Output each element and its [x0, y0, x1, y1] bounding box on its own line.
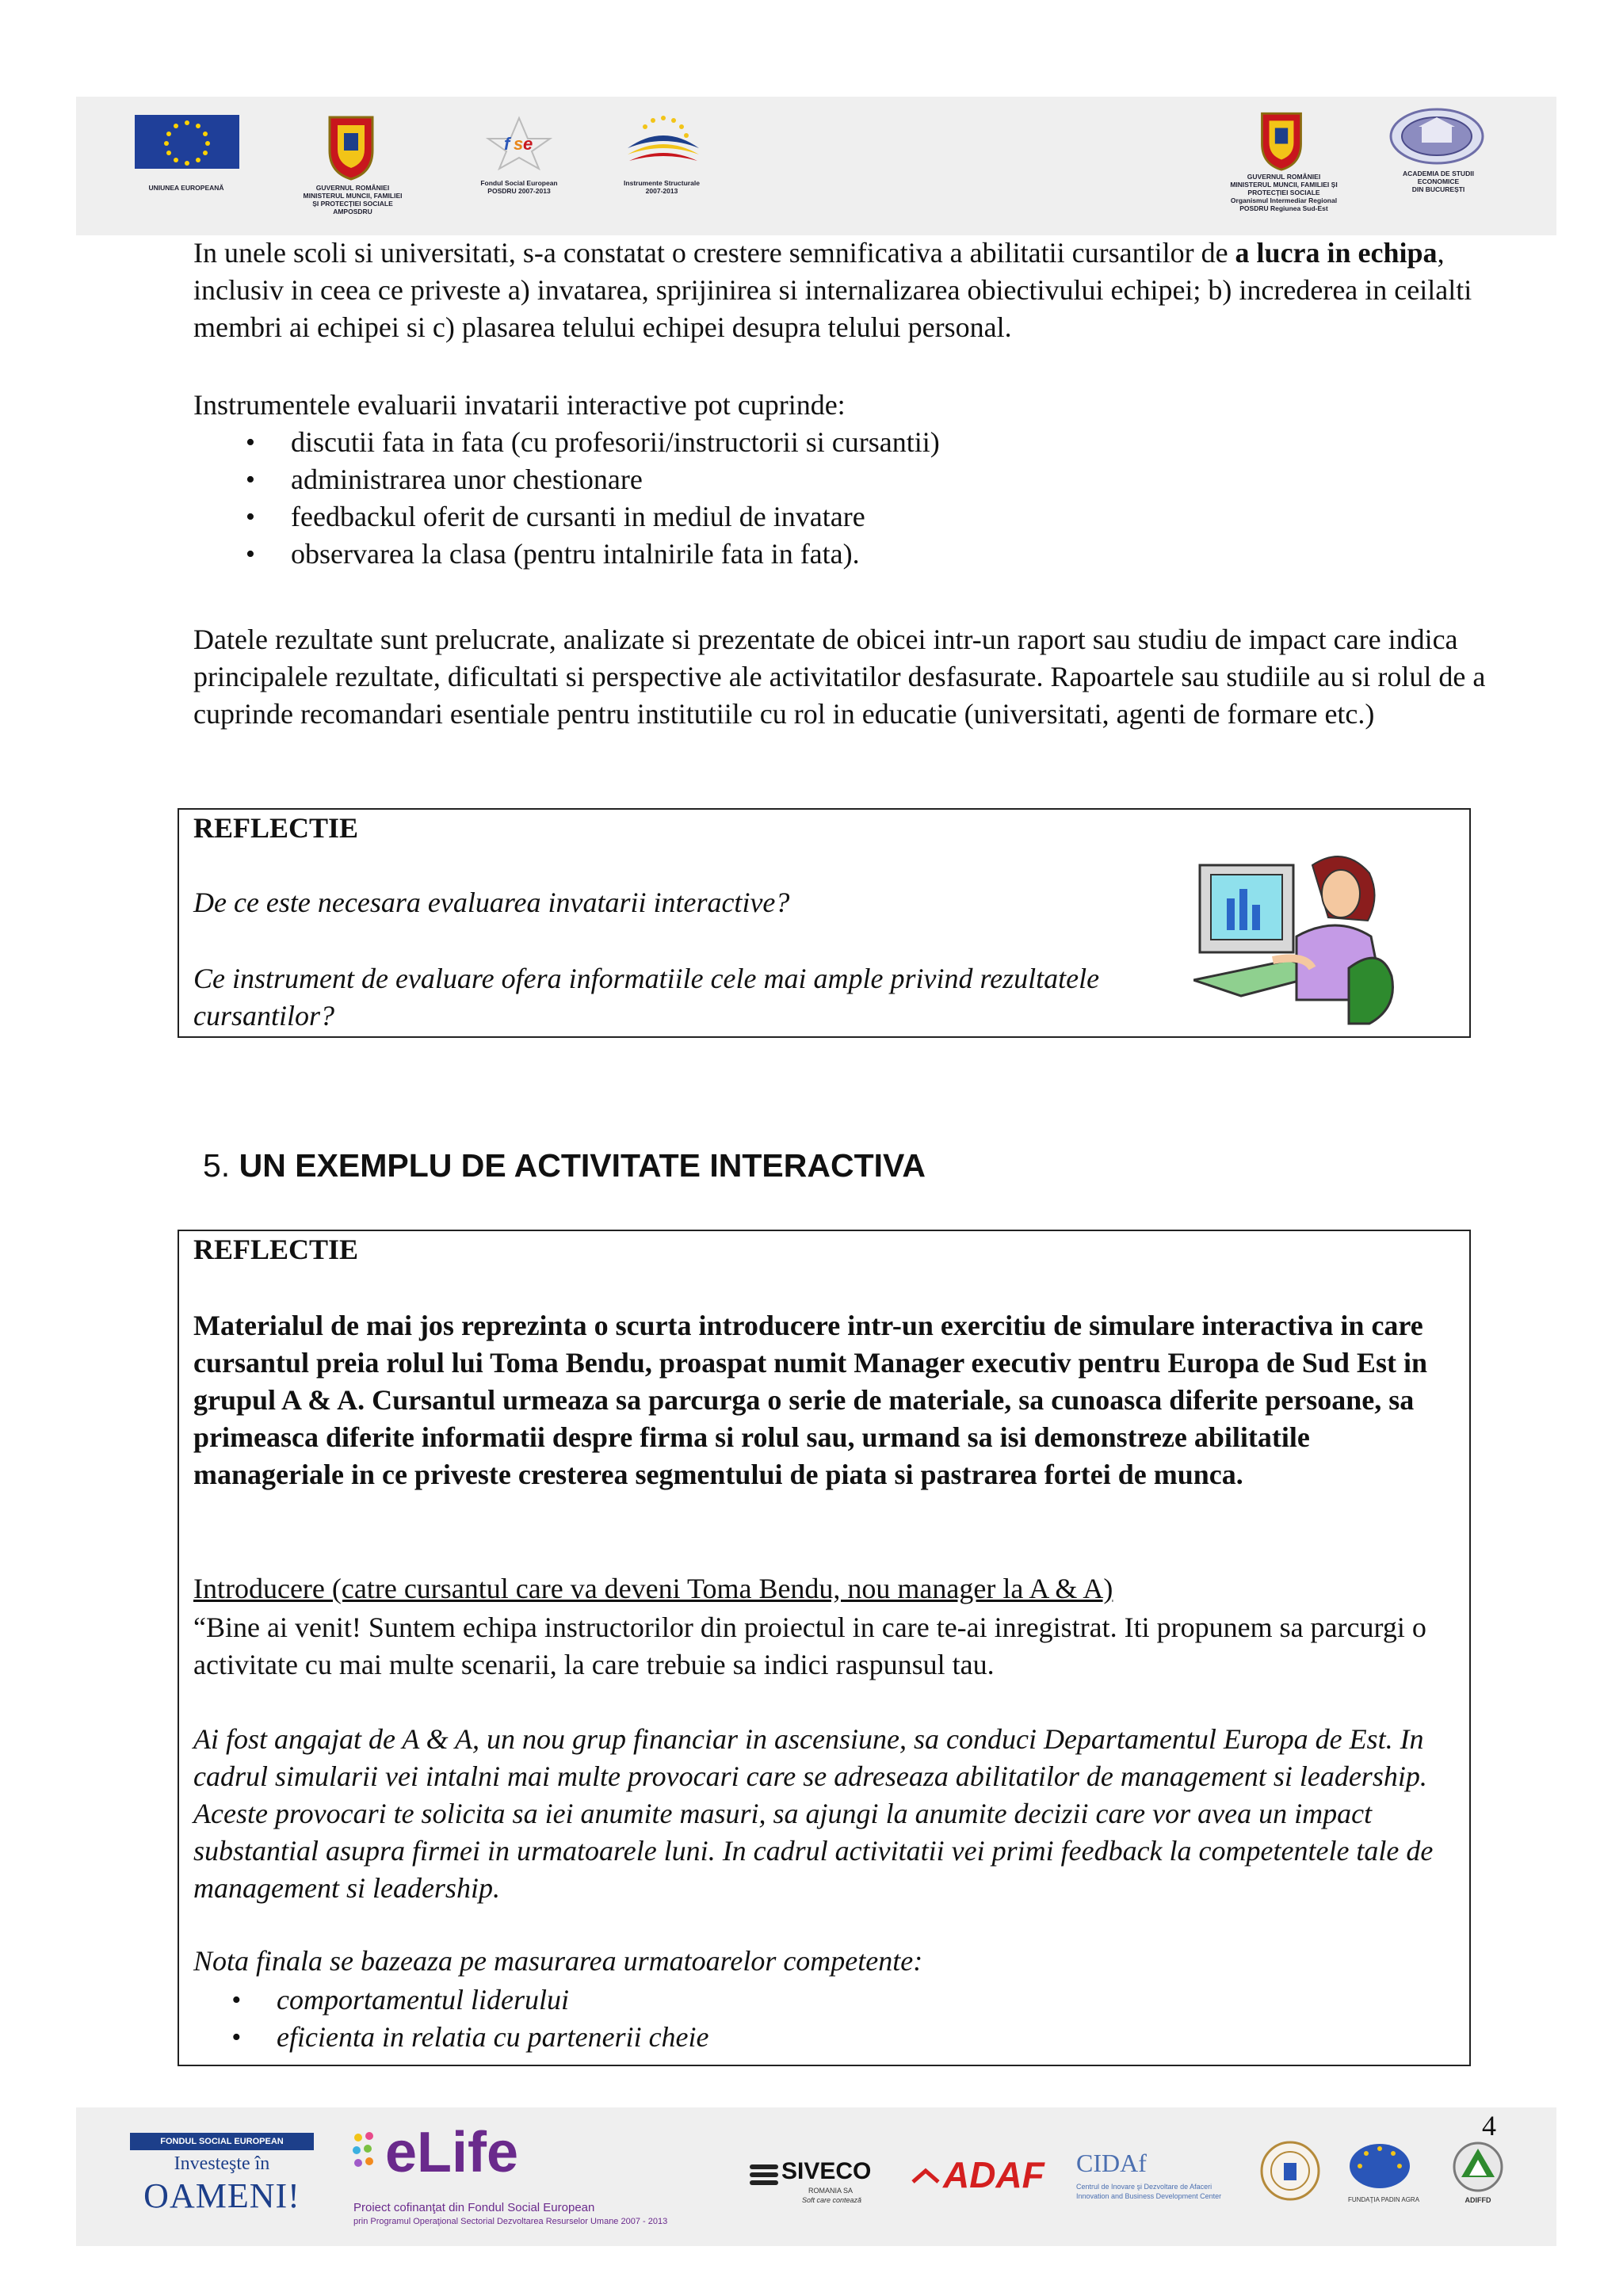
fse-banner-mid: Investeşte în — [174, 2153, 270, 2174]
eu-flag-logo — [132, 112, 242, 183]
cidaf-logo: CIDAf — [1076, 2149, 1147, 2177]
team-work-paragraph — [193, 235, 1497, 346]
adaf-logo: ADAF — [943, 2154, 1044, 2195]
list-item: • eficienta in relatia cu partenerii cheie — [179, 2019, 1447, 2056]
reflection-box-1 — [178, 808, 1471, 1038]
romanian-government-crest-logo-right — [1254, 108, 1309, 171]
cidaf-subtitle: Centrul de Inovare şi Dezvoltare de Afaceri Innovation and Business Development Center — [1076, 2183, 1222, 2200]
right-crest-caption: GUVERNUL ROMÂNIEI MINISTERUL MUNCII, FAMILIEI ȘI PROTECȚIEI SOCIALE Organismul Intermediar Regional POSDRU Regiunea Sud-Est — [1230, 173, 1338, 212]
simulation-intro-bold: Materialul de mai jos reprezinta o scurta introducere intr-un exercitiu de simulare interactiva in care cursantul preia rolul lui Toma Bendu, proaspat numit Manager executiv pentru Europa de Sud Est in grupul A & A. Cursantul urmeaza sa parcurga o serie de materiale, sa cunoasca diferite persoane, sa primeasca diferite informatii despre firma si rolul sau, urmand sa isi demonstreze abilitatile manageriale in ce priveste cresterea segmentului de piata si pastrarea fortei de munca. — [193, 1310, 1427, 1490]
chamber-of-commerce-seal — [1258, 2139, 1322, 2203]
instruments-intro: Instrumentele evaluarii invatarii interactive pot cuprinde: — [193, 389, 846, 421]
section-title: UN EXEMPLU DE ACTIVITATE INTERACTIVA — [239, 1147, 926, 1184]
reflection-box-2 — [178, 1230, 1471, 2066]
romanian-government-caption: GUVERNUL ROMÂNIEI MINISTERUL MUNCII, FAMILIEI ȘI PROTECȚIEI SOCIALE AMPOSDRU — [303, 184, 403, 215]
reflection-title: REFLECTIE — [193, 1234, 359, 1265]
adiffd-logo-icon — [1450, 2139, 1506, 2195]
list-item: • administrarea unor chestionare — [193, 461, 1497, 498]
eu-flag-caption: UNIUNEA EUROPEANĂ — [148, 184, 224, 192]
results-paragraph: Datele rezultate sunt prelucrate, analizate si prezentate de obicei intr-un raport sau studiu de impact care indica principalele rezultate, dificultati si perspective ale activitatilor desfasurate. Rapoartele sau studiile au si rolul de a cuprinde recomandari esentiale pentru institutiile cu rol in educatie (universitati, agenti de formare etc.) — [193, 624, 1486, 730]
fse-invest-banner — [127, 2133, 317, 2220]
page-number: 4 — [1482, 2110, 1496, 2142]
siveco-subtitle-1: ROMANIA SA — [808, 2187, 854, 2195]
team-work-text-a: In unele scoli si universitati, s-a constatat o crestere semnificativa a abilitatii cursantilor de — [193, 237, 1235, 269]
section-heading — [203, 1147, 926, 1184]
elife-logo: eLife — [385, 2121, 519, 2184]
list-item: • observarea la clasa (pentru intalnirile fata in fata). — [193, 536, 1497, 573]
fse-banner-top: FONDUL SOCIAL EUROPEAN — [130, 2133, 314, 2150]
woman-at-computer-illustration — [1193, 841, 1400, 1032]
introduction-heading: Introducere (catre cursantul care va deveni Toma Bendu, nou manager la A & A) — [193, 1573, 1113, 1604]
siveco-logo-icon — [750, 2163, 778, 2188]
team-work-bold: a lucra in echipa — [1235, 237, 1438, 269]
competences-list — [179, 1981, 1447, 2056]
reflection-question-1: De ce este necesara evaluarea invatarii interactive? — [193, 887, 790, 918]
padinagra-foundation-logo — [1344, 2139, 1415, 2195]
section-number: 5. — [203, 1147, 231, 1184]
fse-caption: Fondul Social European POSDRU 2007-2013 — [480, 179, 558, 195]
padinagra-caption: FUNDAŢIA PADIN AGRA — [1347, 2196, 1420, 2203]
fse-logo — [483, 115, 555, 170]
final-note: Nota finala se bazeaza pe masurarea urmatoarelor competente: — [193, 1945, 923, 1977]
structural-instruments-logo — [620, 107, 707, 174]
list-item: • feedbackul oferit de cursanti in mediul de invatare — [193, 498, 1497, 536]
ase-logo — [1385, 103, 1488, 166]
ase-caption: ACADEMIA DE STUDII ECONOMICE DIN BUCUREȘTI — [1403, 170, 1474, 193]
fse-banner-big: OAMENI! — [143, 2176, 300, 2215]
welcome-paragraph: “Bine ai venit! Suntem echipa instructorilor din proiectul in care te-ai inregistrat. Iti propunem sa parcurgi o activitate cu mai multe scenarii, la care trebuie sa indici raspunsul tau. — [193, 1611, 1426, 1680]
svg-text:f: f — [504, 134, 510, 154]
structural-instruments-caption: Instrumente Structurale 2007-2013 — [624, 179, 700, 195]
team-work-text-b: , inclusiv in ceea ce priveste a) invatarea, sprijinirea si internalizarea obiectivului echipei; b) increderea in ceilalti membri ai echipei si c) plasarea telului echipei desupra telului personal. — [193, 237, 1472, 343]
reflection-title: REFLECTIE — [193, 812, 359, 844]
romanian-government-crest-logo — [323, 111, 379, 182]
svg-text:e: e — [523, 134, 533, 154]
svg-text:s: s — [514, 134, 524, 154]
list-item: • comportamentul liderului — [179, 1981, 1447, 2019]
reflection-question-2: Ce instrument de evaluare ofera informatiile cele mai ample privind rezultatele cursantilor? — [193, 963, 1100, 1032]
elife-subtitle-2: prin Programul Operaţional Sectorial Dezvoltarea Resurselor Umane 2007 - 2013 — [353, 2217, 668, 2226]
instruments-list — [193, 424, 1497, 573]
elife-subtitle-1: Proiect cofinanţat din Fondul Social European — [353, 2201, 595, 2214]
adaf-logo-icon — [910, 2164, 941, 2188]
adiffd-caption: ADIFFD — [1465, 2196, 1491, 2204]
siveco-subtitle-2: Soft care contează — [802, 2196, 862, 2204]
scenario-paragraph: Ai fost angajat de A & A, un nou grup financiar in ascensiune, sa conduci Departamentul Europa de Est. In cadrul simularii vei intalni mai multe provocari care se adreseaza abilitatilor de management si leadership. Aceste provocari te solicita sa iei anumite masuri, sa ajungi la anumite decizii care vor avea un impact substantial asupra firmei in urmatoarele luni. In cadrul activitatii vei primi feedback la competentele tale de management si leadership. — [193, 1723, 1434, 1904]
list-item: • discutii fata in fata (cu profesorii/instructorii si cursantii) — [193, 424, 1497, 461]
siveco-logo: SIVECO — [781, 2158, 872, 2184]
